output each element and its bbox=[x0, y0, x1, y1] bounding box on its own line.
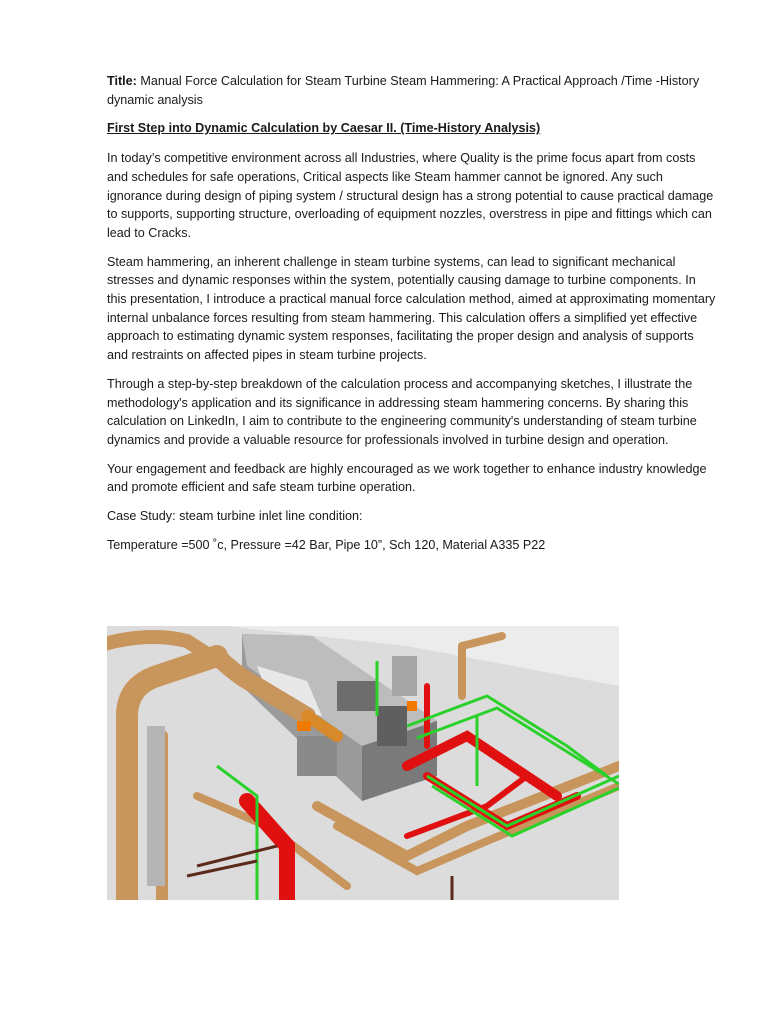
case-study-line: Case Study: steam turbine inlet line condition: bbox=[107, 509, 363, 524]
document-body bbox=[107, 72, 717, 564]
paragraph-steam-hammering: Steam hammering, an inherent challenge in steam turbine systems, can lead to significant mechanical stresses and dynamic responses within the system, potentially causing damage to turbine components. In this presentation, I introduce a practical manual force calculation method, aimed at approximating momentary internal unbalance forces resulting from steam hammering. This calculation offers a simplified yet effective approach to estimating dynamic system responses, facilitating the proper design and analysis of supports and restraints on affected pipes in steam turbine projects. bbox=[107, 254, 716, 363]
title-label: Title: bbox=[107, 74, 137, 88]
piping-model-illustration bbox=[107, 626, 619, 900]
piping-3d-model-image bbox=[107, 626, 619, 900]
title-text: Manual Force Calculation for Steam Turbine Steam Hammering: A Practical Approach /Time -History dynamic analysis bbox=[107, 74, 700, 107]
title-line bbox=[107, 72, 717, 109]
paragraph-engagement: Your engagement and feedback are highly encouraged as we work together to enhance industry knowledge and promote efficient and safe steam turbine operation. bbox=[107, 461, 707, 495]
gray-vertical-pipe bbox=[147, 726, 165, 886]
conditions-line: Temperature =500 ˚c, Pressure =42 Bar, Pipe 10”, Sch 120, Material A335 P22 bbox=[107, 537, 546, 552]
paragraph-intro: In today’s competitive environment across all Industries, where Quality is the prime focus apart from costs and schedules for safe operations, Critical aspects like Steam hammer cannot be ignored. Any such ignorance during design of piping system / structural design has a strong potential to cause practical damage to supports, supporting structure, overloading of equipment nozzles, overstress in pipe and fittings which can lead to Cracks. bbox=[107, 151, 714, 240]
paragraph-methodology: Through a step-by-step breakdown of the calculation process and accompanying sketches, I illustrate the methodology's application and its significance in addressing steam hammering concerns. By sharing this calculation on LinkedIn, I aim to contribute to the engineering community's understanding of steam turbine dynamics and provide a valuable resource for professionals involved in turbine design and operation. bbox=[107, 376, 697, 447]
section-heading: First Step into Dynamic Calculation by Caesar II. (Time-History Analysis) bbox=[107, 121, 541, 136]
